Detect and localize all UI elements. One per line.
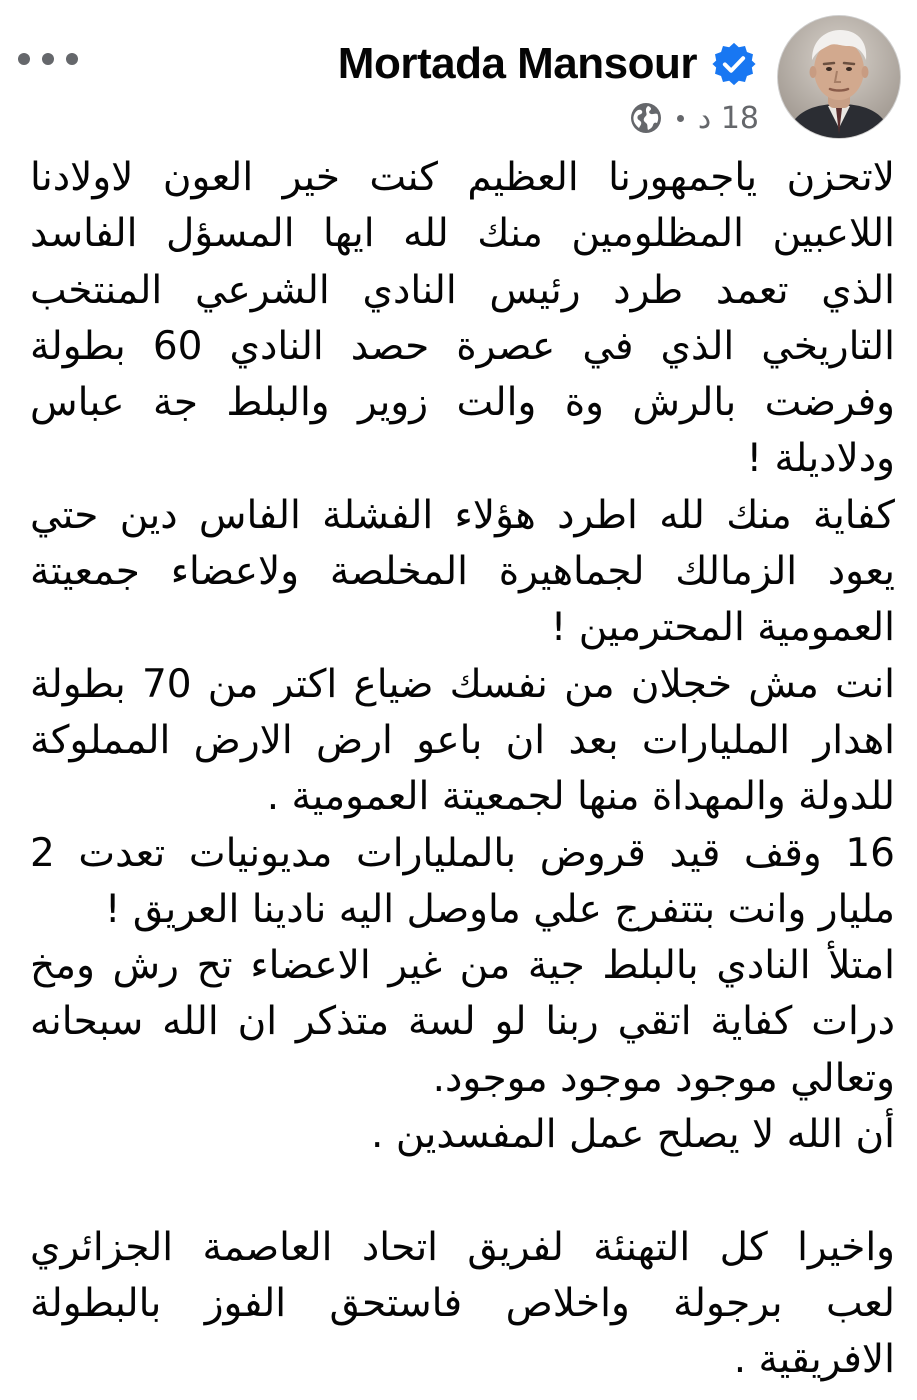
post-text-line: للدولة والمهداة منها لجمعيتة العمومية . xyxy=(266,774,895,820)
more-options-button[interactable] xyxy=(18,44,78,74)
post-text-line: وفرضت بالرش وة والت زوير والبلط جة عباس xyxy=(30,380,895,426)
post-text-line: درات كفاية اتقي ربنا لو لسة متذكر ان الله سبحانه xyxy=(30,999,895,1045)
more-dot xyxy=(18,53,30,65)
post-text-line: التاريخي الذي في عصرة حصد النادي 60 بطولة xyxy=(30,323,895,369)
post-text-line: كفاية منك لله اطرد هؤلاء الفشلة الفاس دين حتي xyxy=(30,492,895,538)
post-text-line: مليار وانت بتتفرج علي ماوصل اليه نادينا العريق ! xyxy=(104,886,895,932)
author-row xyxy=(338,36,757,92)
post-text xyxy=(30,150,895,1389)
more-dot xyxy=(66,53,78,65)
post-text-line: ودلاديلة ! xyxy=(746,436,895,482)
post-text-line: واخيرا كل التهنئة لفريق اتحاد العاصمة الجزائري xyxy=(30,1224,895,1270)
verified-badge-icon xyxy=(711,41,757,87)
post-text-line: وتعالي موجود موجود موجود. xyxy=(432,1055,895,1101)
post-text-line: امتلأ النادي بالبلط جية من غير الاعضاء تح رش ومخ xyxy=(30,943,895,989)
post-text-line: الذي تعمد طرد رئيس النادي الشرعي المنتخب xyxy=(30,267,895,313)
avatar-photo-icon xyxy=(778,16,900,138)
post-timestamp[interactable]: 18 د xyxy=(697,100,759,136)
post-text-line: يعود الزمالك لجماهيرة المخلصة ولاعضاء جمعيتة xyxy=(30,549,895,595)
post-text-line: لاتحزن ياجمهورنا العظيم كنت خير العون لاولادنا xyxy=(30,155,895,200)
post-text-line: اللاعبين المظلومين منك لله ايها المسؤل الفاسد xyxy=(30,211,895,257)
avatar[interactable] xyxy=(778,16,900,138)
post-text-line: اهدار المليارات بعد ان باعو ارض الارض المملوكة xyxy=(30,717,895,763)
post-meta xyxy=(629,96,759,140)
more-dot xyxy=(42,53,54,65)
post-text-line: العمومية المحترمين ! xyxy=(550,605,895,651)
post-text-line xyxy=(30,1163,895,1219)
post-text-line: الافريقية . xyxy=(733,1337,895,1383)
post-text-line: أن الله لا يصلح عمل المفسدين . xyxy=(371,1112,895,1158)
post-text-line: لعب برجولة واخلاص فاستحق الفوز بالبطولة xyxy=(30,1280,895,1326)
globe-icon[interactable] xyxy=(629,101,663,135)
author-name[interactable]: Mortada Mansour xyxy=(337,39,697,88)
meta-separator xyxy=(677,115,684,122)
post-text-line: 16 وقف قيد قروض بالمليارات مديونيات تعدت 2 xyxy=(30,830,895,876)
post-header xyxy=(0,0,917,150)
post-text-line: انت مش خجلان من نفسك ضياع اكتر من 70 بطولة xyxy=(30,661,896,707)
